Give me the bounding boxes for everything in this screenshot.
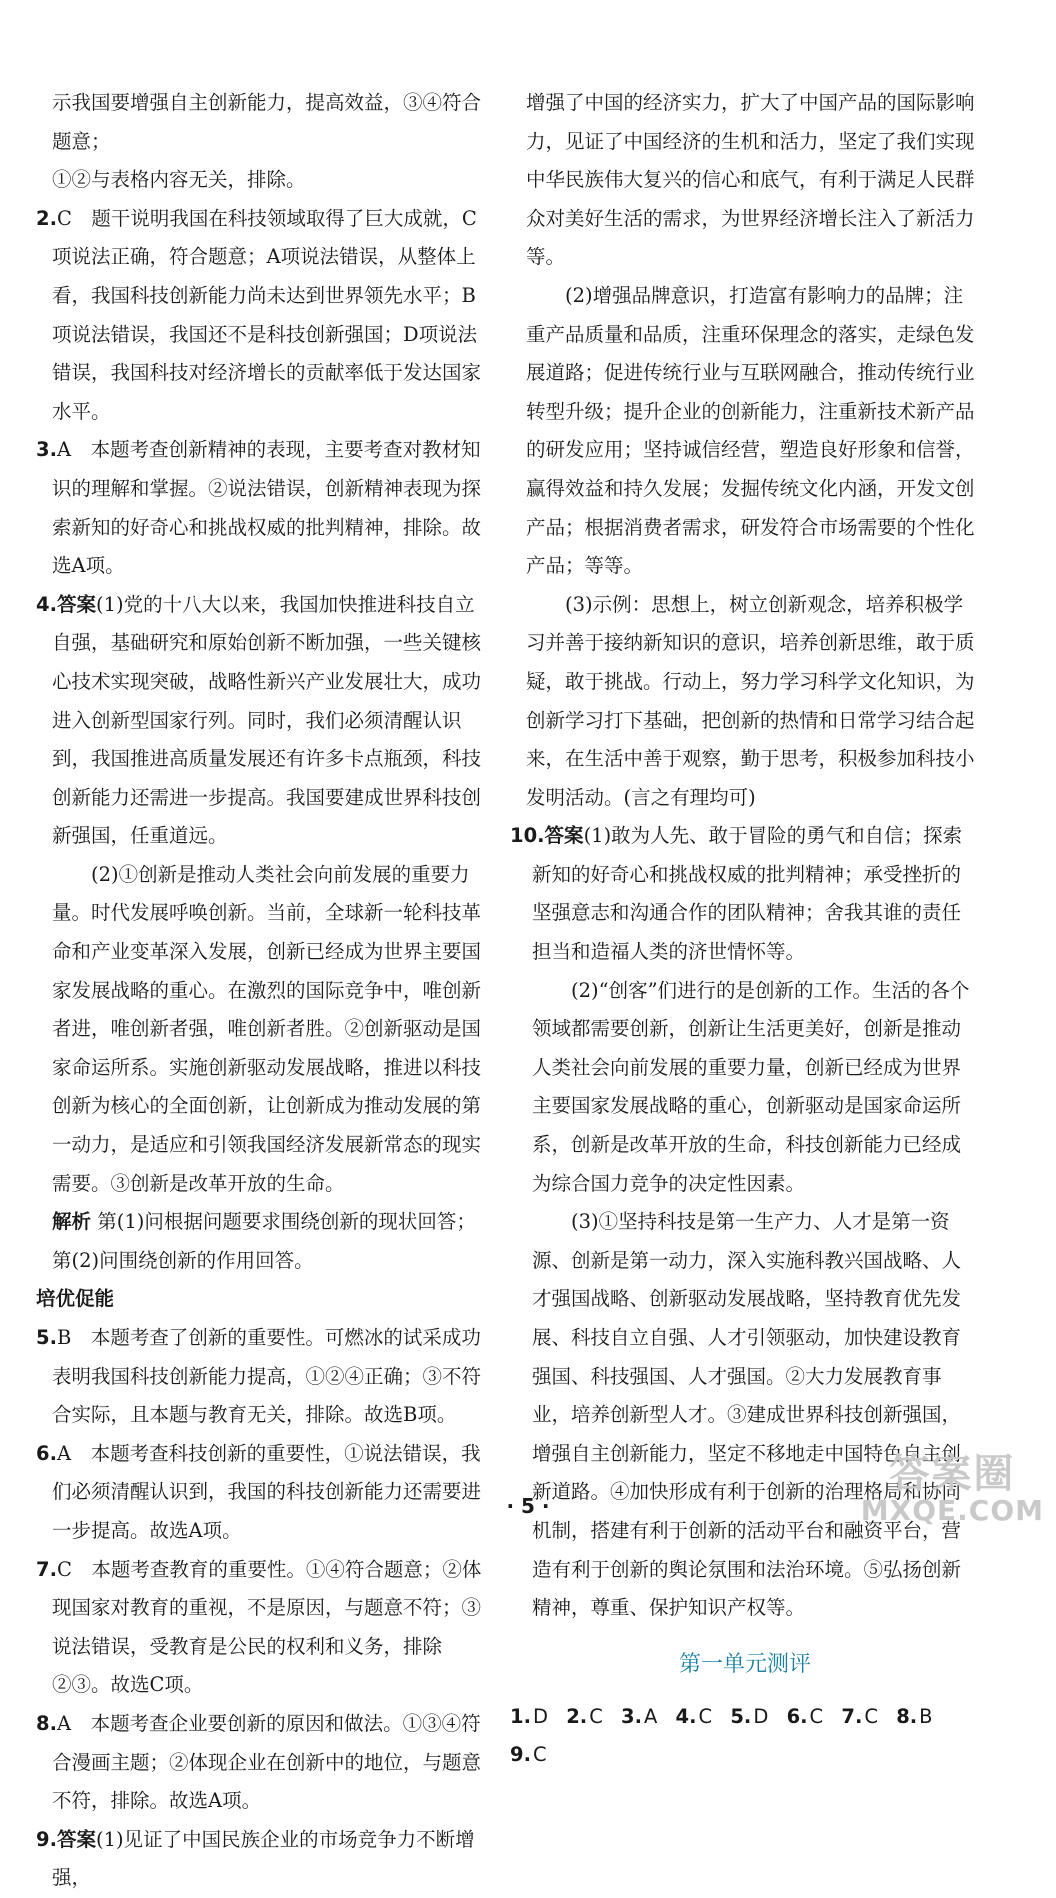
item-8 [36, 1705, 492, 1821]
answer-tag: 答案 [544, 824, 584, 848]
item-text: (1)见证了中国民族企业的市场竞争力不断增强， [52, 1827, 475, 1890]
item-9-part-3 [510, 586, 980, 818]
item-text: A 本题考查科技创新的重要性，①说法错误，我们必须清醒认识到，我国的科技创新能力还需要进一步提高。故选A项。 [52, 1441, 482, 1542]
answer-item: 6. C [786, 1704, 824, 1728]
answer-item: 3. A [621, 1704, 658, 1728]
item-text: B 本题考查了创新的重要性。可燃冰的试采成功表明我国科技创新能力提高，①②④正确；③不符合实际，且本题与教育无关，排除。故选B项。 [52, 1326, 482, 1427]
item-4-analysis [36, 1203, 492, 1280]
item-text: (2)增强品牌意识，打造富有影响力的品牌；注重产品质量和品质，注重环保理念的落实，走绿色发展道路；促进传统行业与互联网融合，推动传统行业转型升级；提升企业的创新能力，注重新技术新产品的研发应用；坚持诚信经营，塑造良好形象和信誉，赢得效益和持久发展；发掘传统文化内涵，开发文创产品；根据消费者需求，研发符合市场需要的个性化产品；等等。 [526, 283, 975, 578]
item-9-continued [510, 84, 980, 277]
answer-tag: 答案 [56, 592, 96, 616]
item-10-part-3 [510, 1203, 980, 1628]
item-number: 5. [36, 1326, 57, 1349]
item-number: 10. [510, 824, 545, 848]
item-2 [36, 200, 492, 432]
item-text: (1)党的十八大以来，我国加快推进科技自立自强，基础研究和原始创新不断加强，一些关键核心技术实现突破，战略性新兴产业发展壮大，成功进入创新型国家行列。同时，我们必须清醒认识到，我国推进高质量发展还有许多卡点瓶颈，科技创新能力还需进一步提高。我国要建成世界科技创新强国，任重道远。 [52, 592, 482, 848]
item-10 [510, 817, 980, 971]
item-1-continued [36, 84, 492, 200]
item-1-line-2: ①②与表格内容无关，排除。 [52, 168, 306, 192]
item-text: (2)①创新是推动人类社会向前发展的重要力量。时代发展呼唤创新。当前，全球新一轮科技革命和产业变革深入发展，创新已经成为世界主要国家发展战略的重心。在激烈的国际竞争中，唯创新者进，唯创新者强，唯创新者胜。②创新驱动是国家命运所系。实施创新驱动发展战略，推进以科技创新为核心的全面创新，让创新成为推动发展的第一动力，是适应和引领我国经济发展新常态的现实需要。③创新是改革开放的生命。 [52, 862, 482, 1195]
item-number: 6. [36, 1441, 57, 1465]
item-text: (3)①坚持科技是第一生产力、人才是第一资源、创新是第一动力，深入实施科教兴国战略、人才强国战略、创新驱动发展战略，坚持教育优先发展、科技自立自强、人才引领驱动，加快建设教育强国、科技强国、人才强国。②大力发展教育事业，培养创新型人才。③建成世界科技创新强国，增强自主创新能力，坚定不移地走中国特色自主创新道路。④加快形成有利于创新的治理格局和协同机制，搭建有利于创新的活动平台和融资平台，营造有利于创新的舆论氛围和法治环境。⑤弘扬创新精神，尊重、保护知识产权等。 [532, 1210, 962, 1620]
page-number: · 5 · [506, 1494, 550, 1518]
unit-title: 第一单元测评 [678, 1651, 811, 1677]
item-4 [36, 586, 492, 856]
answer-item: 5. D [730, 1704, 769, 1728]
answer-item: 7. C [841, 1704, 878, 1728]
item-text: A 本题考查企业要创新的原因和做法。①③④符合漫画主题；②体现企业在创新中的地位，与题意不符，排除。故选A项。 [52, 1711, 482, 1813]
item-text: (1)敢为人先、敢于冒险的勇气和自信；探索新知的好奇心和挑战权威的批判精神；承受挫折的坚强意志和沟通合作的团队精神；舍我其谁的责任担当和造福人类的济世情怀等。 [532, 824, 963, 964]
analysis-tag: 解析 [52, 1210, 92, 1234]
item-number: 8. [36, 1711, 57, 1735]
item-text: A 本题考查创新精神的表现，主要考查对教材知识的理解和掌握。②说法错误，创新精神表现为探索新知的好奇心和挑战权威的批判精神，排除。故选A项。 [52, 438, 482, 578]
item-9-part-2 [510, 277, 980, 586]
item-text: (3)示例：思想上，树立创新观念，培养积极学习并善于接纳新知识的意识，培养创新思维，敢于质疑，敢于挑战。行动上，努力学习科学文化知识，为创新学习打下基础，把创新的热情和日常学习结合起来，在生活中善于观察，勤于思考，积极参加科技小发明活动。(言之有理均可) [526, 592, 975, 809]
item-4-part-2 [36, 856, 492, 1203]
answer-item: 1. D [510, 1704, 548, 1728]
item-6 [36, 1435, 492, 1551]
watermark-top: 答案圈 [889, 1451, 1016, 1497]
item-3 [36, 431, 492, 585]
watermark-bottom: MXQE.COM [860, 1494, 1044, 1527]
answer-list [510, 1698, 980, 1775]
answer-item: 2. C [566, 1704, 603, 1728]
left-column [36, 84, 492, 1898]
item-text: (2)“创客”们进行的是创新的工作。生活的各个领域都需要创新，创新让生活更美好，创新是推动人类社会向前发展的重要力量，创新已经成为世界主要国家发展战略的重心，创新驱动是国家命运所系，创新是改革开放的生命，科技创新能力已经成为综合国力竞争的决定性因素。 [532, 978, 970, 1195]
answer-item: 9. C [510, 1743, 547, 1767]
watermark-logo [861, 1452, 1044, 1526]
item-number: 2. [36, 206, 57, 230]
section-heading: 培优促能 [36, 1287, 115, 1311]
item-text: 增强了中国的经济实力，扩大了中国产品的国际影响力，见证了中国经济的生机和活力，坚定了我们实现中华民族伟大复兴的信心和底气，有利于满足人民群众对美好生活的需求，为世界经济增长注入了新活力等。 [526, 91, 975, 269]
answer-tag: 答案 [56, 1827, 96, 1851]
item-9 [36, 1821, 492, 1898]
item-1-line-1: 示我国要增强自主创新能力，提高效益，③④符合题意； [52, 91, 482, 153]
item-number: 3. [36, 438, 57, 462]
item-number: 7. [36, 1557, 57, 1581]
answer-item: 8. B [896, 1704, 933, 1728]
item-number: 9. [36, 1827, 57, 1851]
item-text: C 题干说明我国在科技领域取得了巨大成就，C项说法正确，符合题意；A项说法错误，从整体上看，我国科技创新能力尚未达到世界领先水平；B项说法错误，我国还不是科技创新强国；D项说法错误，我国科技对经济增长的贡献率低于发达国家水平。 [52, 206, 482, 423]
item-7 [36, 1551, 492, 1705]
analysis-text: 第(1)问根据问题要求围绕创新的现状回答；第(2)问围绕创新的作用回答。 [52, 1210, 476, 1272]
item-number: 4. [36, 592, 57, 616]
item-10-part-2 [510, 972, 980, 1204]
item-5 [36, 1319, 492, 1435]
item-text: C 本题考查教育的重要性。①④符合题意；②体现国家对教育的重视，不是原因，与题意不符；③说法错误，受教育是公民的权利和义务，排除②③。故选C项。 [52, 1557, 482, 1697]
answer-item: 4. C [675, 1704, 713, 1728]
